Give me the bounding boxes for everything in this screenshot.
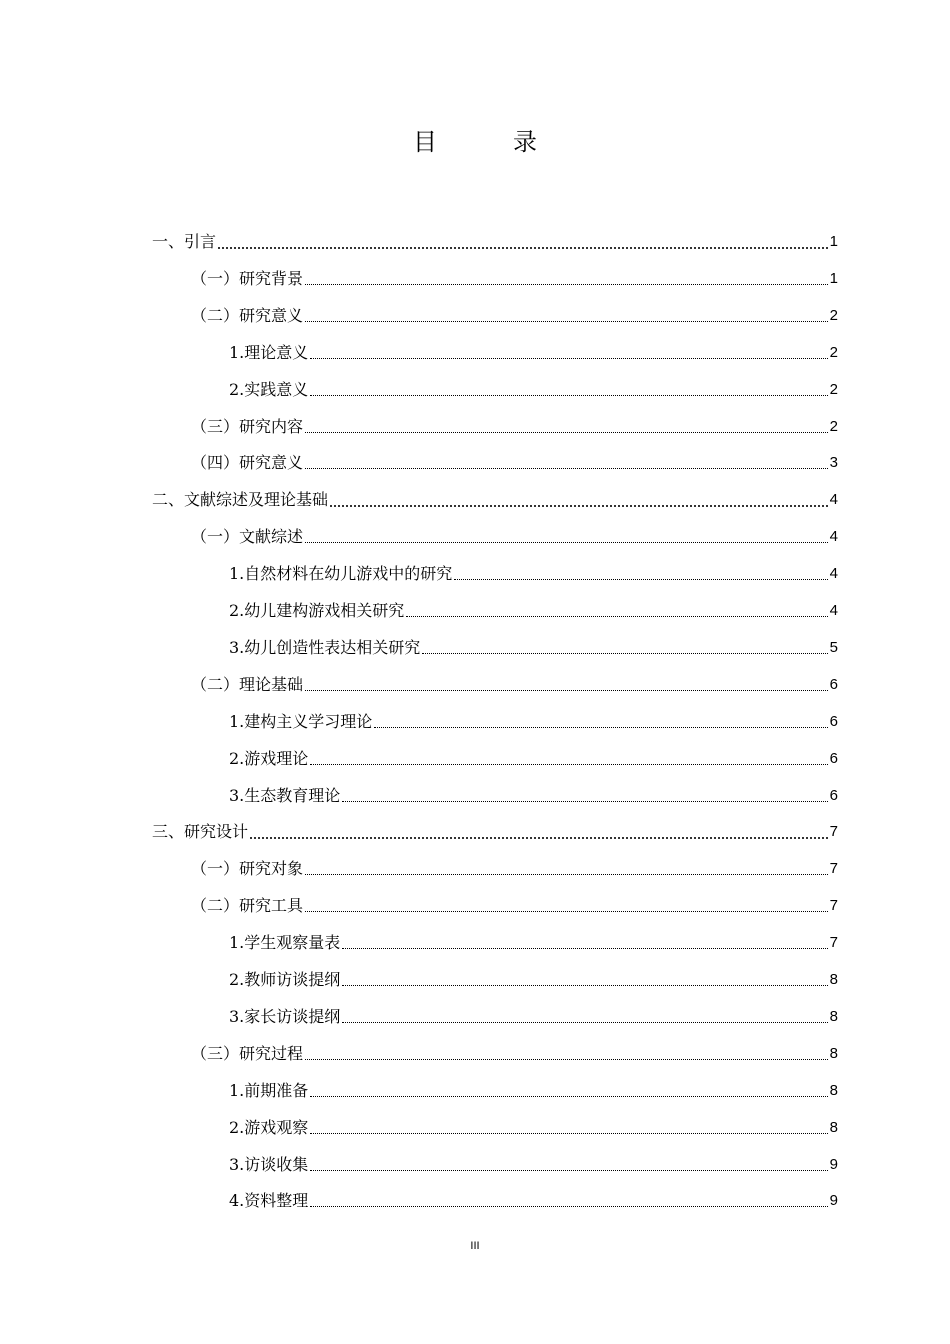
toc-entry-label: 2.游戏理论 xyxy=(229,749,309,768)
toc-entry-page: 9 xyxy=(829,1192,838,1209)
toc-entry-page: 4 xyxy=(829,565,838,582)
toc-entry-page: 7 xyxy=(829,934,838,951)
toc-entry[interactable] xyxy=(152,227,838,253)
toc-entry-page: 8 xyxy=(829,1045,838,1062)
toc-leader-dots xyxy=(342,947,827,949)
toc-entry-label: （四）研究意义 xyxy=(191,453,304,472)
toc-entry-page: 6 xyxy=(829,787,838,804)
toc-leader-dots xyxy=(406,615,827,617)
toc-entry[interactable] xyxy=(152,817,838,843)
toc-entry-page: 6 xyxy=(829,713,838,730)
toc-leader-dots xyxy=(422,652,827,654)
toc-leader-dots xyxy=(305,467,828,469)
toc-entry-label: 1.自然材料在幼儿游戏中的研究 xyxy=(229,564,453,583)
toc-entry[interactable] xyxy=(229,633,838,659)
toc-entry[interactable] xyxy=(191,891,838,917)
toc-entry[interactable] xyxy=(229,1002,838,1028)
toc-entry-page: 8 xyxy=(829,1082,838,1099)
toc-entry-label: 二、文献综述及理论基础 xyxy=(152,490,329,509)
toc-entry-label: 一、引言 xyxy=(152,232,217,251)
toc-leader-dots xyxy=(454,578,827,580)
toc-entry-label: 3.家长访谈提纲 xyxy=(229,1007,341,1026)
toc-entry-page: 1 xyxy=(829,233,838,250)
toc-entry[interactable] xyxy=(229,596,838,622)
toc-entry-label: 4.资料整理 xyxy=(229,1191,309,1210)
toc-entry-page: 5 xyxy=(829,639,838,656)
toc-title: 目 录 xyxy=(413,128,563,156)
toc-leader-dots xyxy=(218,246,828,249)
toc-entry-page: 8 xyxy=(829,971,838,988)
toc-leader-dots xyxy=(250,836,828,839)
toc-entry-label: （一）研究对象 xyxy=(191,859,304,878)
toc-entry-page: 8 xyxy=(829,1119,838,1136)
toc-entry[interactable] xyxy=(191,264,838,290)
toc-entry[interactable] xyxy=(229,744,838,770)
toc-entry-label: （二）研究工具 xyxy=(191,896,304,915)
toc-entry-page: 3 xyxy=(829,454,838,471)
toc-leader-dots xyxy=(310,1132,827,1134)
toc-entry-label: （三）研究过程 xyxy=(191,1044,304,1063)
toc-entry-label: 2.教师访谈提纲 xyxy=(229,970,341,989)
toc-entry[interactable] xyxy=(229,338,838,364)
toc-entry-page: 8 xyxy=(829,1008,838,1025)
toc-entry[interactable] xyxy=(191,412,838,438)
toc-entry-page: 4 xyxy=(829,491,838,508)
toc-entry[interactable] xyxy=(191,301,838,327)
toc-entry-page: 4 xyxy=(829,528,838,545)
toc-leader-dots xyxy=(310,394,827,396)
toc-entry-label: 3.生态教育理论 xyxy=(229,786,341,805)
toc-entry-page: 2 xyxy=(829,307,838,324)
page-number: III xyxy=(470,1240,480,1252)
toc-entry[interactable] xyxy=(191,670,838,696)
toc-entry[interactable] xyxy=(191,1039,838,1065)
toc-leader-dots xyxy=(310,1205,827,1207)
toc-leader-dots xyxy=(310,1169,827,1171)
toc-entry-label: 2.游戏观察 xyxy=(229,1118,309,1137)
toc-entry-page: 2 xyxy=(829,418,838,435)
toc-leader-dots xyxy=(342,800,827,802)
toc-entry-label: 1.理论意义 xyxy=(229,343,309,362)
toc-entry-page: 7 xyxy=(829,860,838,877)
toc-entry-page: 1 xyxy=(829,270,838,287)
toc-entry-page: 7 xyxy=(829,823,838,840)
toc-leader-dots xyxy=(330,504,828,507)
toc-entry-page: 6 xyxy=(829,750,838,767)
toc-entry-page: 6 xyxy=(829,676,838,693)
toc-leader-dots xyxy=(342,984,827,986)
toc-entry[interactable] xyxy=(229,1150,838,1176)
toc-entry-label: 1.前期准备 xyxy=(229,1081,309,1100)
toc-entry-label: （一）研究背景 xyxy=(191,269,304,288)
toc-leader-dots xyxy=(305,689,828,691)
toc-entry[interactable] xyxy=(229,707,838,733)
toc-entry-label: 3.幼儿创造性表达相关研究 xyxy=(229,638,421,657)
toc-entry[interactable] xyxy=(229,559,838,585)
toc-entry[interactable] xyxy=(191,854,838,880)
toc-entry-label: （三）研究内容 xyxy=(191,417,304,436)
toc-entry[interactable] xyxy=(152,485,838,511)
toc-entry[interactable] xyxy=(191,448,838,474)
toc-entry-page: 2 xyxy=(829,381,838,398)
toc-entry-label: 1.建构主义学习理论 xyxy=(229,712,373,731)
toc-leader-dots xyxy=(310,1095,827,1097)
toc-entry[interactable] xyxy=(229,965,838,991)
toc-entry-page: 2 xyxy=(829,344,838,361)
toc-entry-label: 1.学生观察量表 xyxy=(229,933,341,952)
toc-entry-label: 3.访谈收集 xyxy=(229,1155,309,1174)
toc-entry-page: 7 xyxy=(829,897,838,914)
toc-entry-page: 4 xyxy=(829,602,838,619)
toc-entry-label: 2.实践意义 xyxy=(229,380,309,399)
toc-entry[interactable] xyxy=(229,375,838,401)
toc-leader-dots xyxy=(305,320,828,322)
toc-leader-dots xyxy=(310,763,827,765)
toc-leader-dots xyxy=(305,431,828,433)
toc-leader-dots xyxy=(305,541,828,543)
toc-leader-dots xyxy=(305,1058,828,1060)
toc-leader-dots xyxy=(342,1021,827,1023)
toc-entry[interactable] xyxy=(229,928,838,954)
toc-entry-label: （一）文献综述 xyxy=(191,527,304,546)
toc-leader-dots xyxy=(305,283,828,285)
toc-entry-label: 2.幼儿建构游戏相关研究 xyxy=(229,601,405,620)
toc-entry-label: （二）研究意义 xyxy=(191,306,304,325)
toc-entry[interactable] xyxy=(229,781,838,807)
toc-leader-dots xyxy=(310,357,827,359)
toc-entry[interactable] xyxy=(229,1186,838,1212)
toc-leader-dots xyxy=(305,873,828,875)
toc-entry[interactable] xyxy=(229,1076,838,1102)
toc-leader-dots xyxy=(305,910,828,912)
toc-entry[interactable] xyxy=(229,1113,838,1139)
toc-leader-dots xyxy=(374,726,827,728)
toc-entry-label: 三、研究设计 xyxy=(152,822,249,841)
toc-entry-label: （二）理论基础 xyxy=(191,675,304,694)
toc-entry[interactable] xyxy=(191,522,838,548)
toc-entry-page: 9 xyxy=(829,1156,838,1173)
